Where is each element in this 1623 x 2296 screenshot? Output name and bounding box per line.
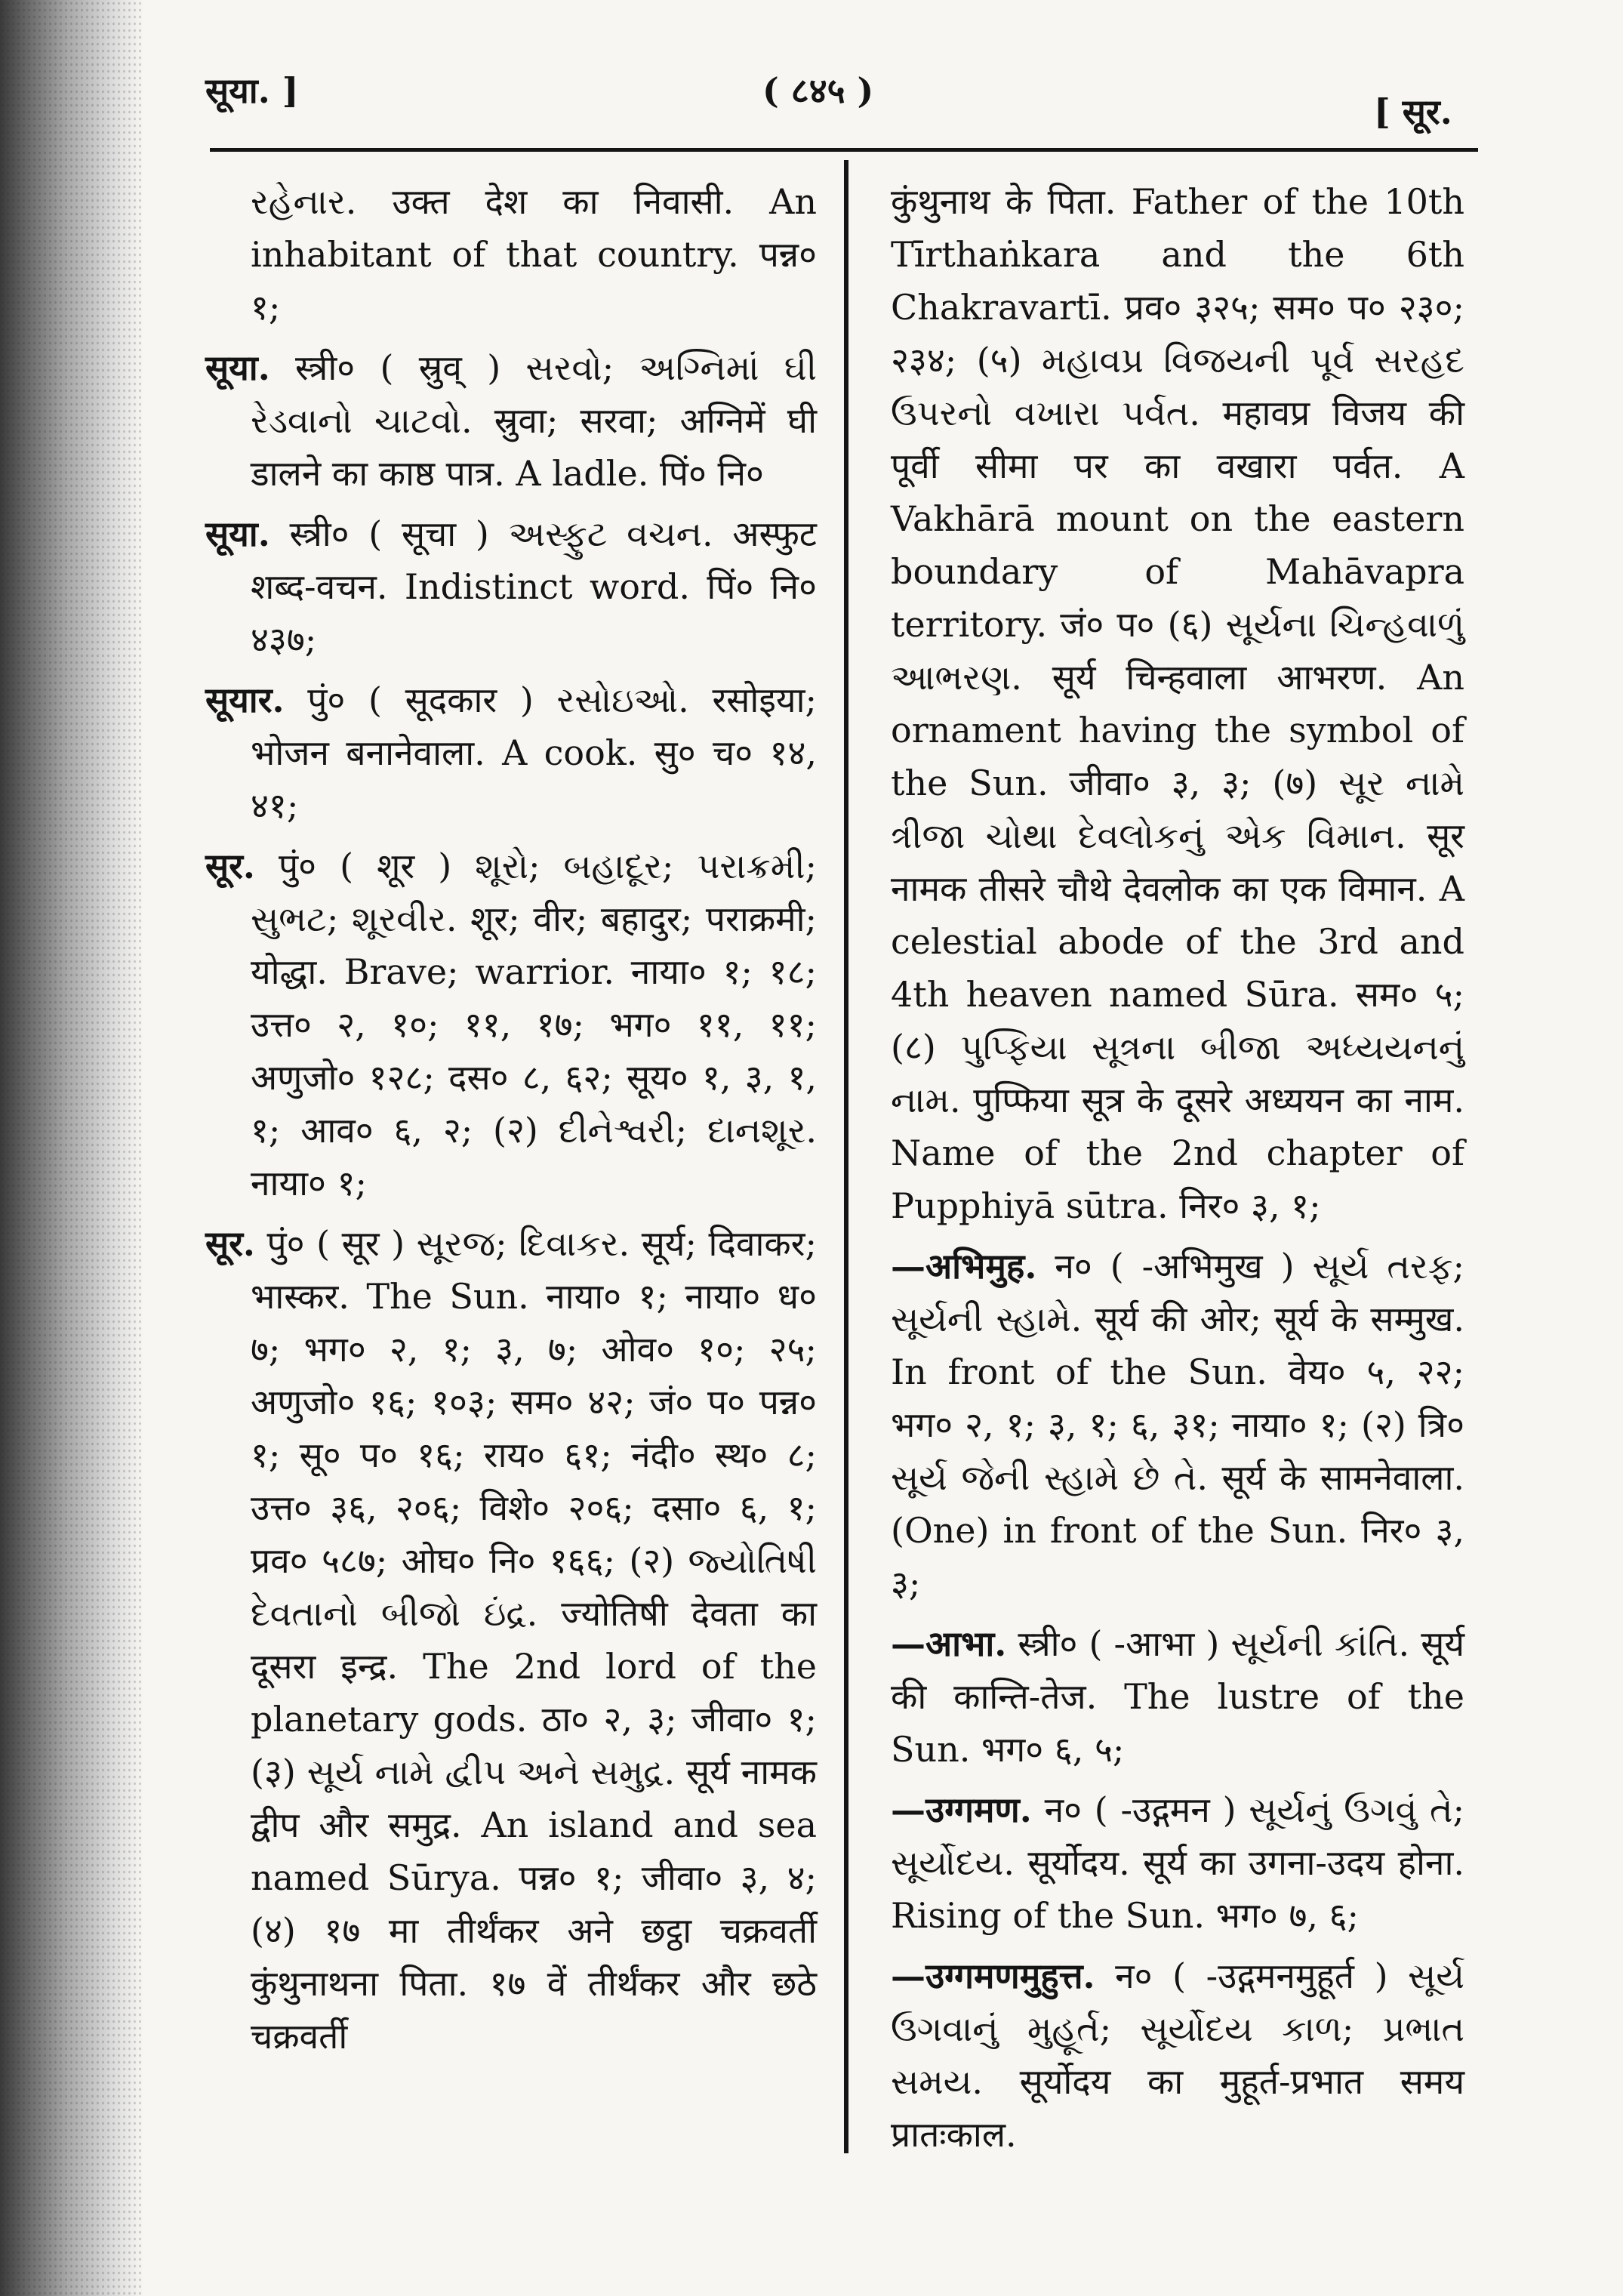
header-left-guideword: सूया. ] xyxy=(205,70,299,111)
entry-headword: सूया. xyxy=(205,513,270,554)
entry-headword: —अभिमुह. xyxy=(891,1246,1037,1287)
dictionary-entry xyxy=(891,1783,1464,1942)
entry-headword: —आभा. xyxy=(891,1623,1007,1664)
entry-text: स्त्री० ( -आभा ) સૂર્યની કાંતિ. सूर्य की कान्ति-तेज. The lustre of the Sun. भग० ६, ५; xyxy=(891,1623,1464,1770)
right-column xyxy=(891,175,1464,2168)
entry-headword: सूयार. xyxy=(205,680,285,720)
dictionary-entry xyxy=(205,840,817,1210)
dictionary-entry xyxy=(205,507,817,666)
page-header xyxy=(0,66,1623,134)
entry-headword: सूर. xyxy=(205,1223,255,1264)
header-right-guideword: [ सूर. xyxy=(1374,91,1452,132)
entry-headword: —उग्गमण. xyxy=(891,1789,1032,1830)
entry-headword: —उग्गमणमुहुत्त. xyxy=(891,1955,1095,1996)
header-rule xyxy=(210,148,1478,152)
dictionary-entry xyxy=(891,1949,1464,2161)
dictionary-entry xyxy=(205,341,817,500)
entry-text: न० ( -अभिमुख ) સૂર્ય તરફ; સૂર્યની સ્હામે. सूर्य की ओर; सूर्य के सम्मुख. In front of the Sun. वेय० ५, २२; भग० २, १; ३, १; ६, ३१; नाया० १; (२) त्रि० સૂર્ય જેની સ્હામે છે તે. सूर्य के सामनेवाला. (One) in front of the Sun. निर० ३, ३; xyxy=(891,1246,1464,1604)
page-number: ( ८४५ ) xyxy=(762,70,874,111)
entry-headword: सूर. xyxy=(205,846,255,886)
left-column xyxy=(205,175,817,2070)
dictionary-entry xyxy=(891,175,1464,1232)
entry-text: पुं० ( शूर ) શૂરો; બહાદૂર; પરાક્રમી; સુભટ; શૂરવીર. शूर; वीर; बहादुर; पराक्रमी; योद्धा. Brave; warrior. नाया० १; १८; उत्त० २, १०; ११, १७; भग० ११, ११; अणुजो० १२८; दस० ८, ६२; सूय० १, ३, १, १; आव० ६, २; (२) દીનેશ્વરી; દાનશૂર. नाया० १; xyxy=(251,846,817,1203)
entry-text: न० ( -उद्गमन ) સૂર્યનું ઉગવું તે; સૂર્યોદય. सूर्योदय. सूर्य का उगना-उदय होना. Rising of the Sun. भग० ७, ६; xyxy=(891,1789,1464,1936)
entry-text: पुं० ( सूर ) સૂરજ; દિવાકર. सूर्य; दिवाकर; भास्कर. The Sun. नाया० १; नाया० ध० ७; भग० २, १; ३, ७; ओव० १०; २५; अणुजो० १६; १०३; सम० ४२; जं० प० पन्न० १; सू० प० १६; राय० ६१; नंदी० स्थ० ८; उत्त० ३६, २०६; विशे० २०६; दसा० ६, १; प्रव० ५८७; ओघ० नि० १६६; (२) જ્યોતિષી દેવતાનો બીજો ઇંદ્ર. ज्योतिषी देवता का दूसरा इन्द्र. The 2nd lord of the planetary gods. ठा० २, ३; जीवा० १; (३) સૂર્ય નામે દ્વીપ અને સમુદ્ર. सूर्य नामक द्वीप और समुद्र. An island and sea named Sūrya. पन्न० १; जीवा० ३, ४; (४) १७ मा तीर्थंकर अने छट्ठा चक्रवर्ती कुंथुनाथना पिता. १७ वें तीर्थंकर और छठे चक्रवर्ती xyxy=(251,1223,817,2057)
dictionary-entry xyxy=(205,175,817,334)
entry-text: कुंथुनाथ के पिता. Father of the 10th Tīrthaṅkara and the 6th Chakravartī. प्रव० ३२५; सम० प० २३०; २३४; (५) મહાવપ્ર વિજયની પૂર્વ સરહદ ઉપરનો વખારા પર્વત. महावप्र विजय की पूर्वी सीमा पर का वखारा पर्वत. A Vakhārā mount on the eastern boundary of Mahāvapra territory. जं० प० (६) સૂર્યના ચિન્હવાળું આભરણ. सूर्य चिन्हवाला आभरण. An ornament having the symbol of the Sun. जीवा० ३, ३; (७) સૂર નામે ત્રીજા ચોથા દેવલોકનું એક વિમાન. सूर नामक तीसरे चौथे देवलोक का एक विमान. A celestial abode of the 3rd and 4th heaven named Sūra. सम० ५; (८) પુપ્ફિયા સૂત્રના બીજા અધ્યયનનું નામ. पुप्फिया सूत्र के दूसरे अध्ययन का नाम. Name of the 2nd chapter of Pupphiyā sūtra. निर० ३, १; xyxy=(891,181,1464,1226)
dictionary-entry xyxy=(205,1217,817,2063)
scan-noise xyxy=(0,0,143,2296)
entry-text: न० ( -उद्गमनमुहूर्त ) સૂર્ય ઉગવાનું મુહૂર્ત; સૂર્યોદય કાળ; પ્રભાત સમય. सूर्योदय का मुहूर्त-प्रभात समय प्रातःकाल. xyxy=(891,1955,1464,2155)
entry-text: स्त्री० ( स्रुव् ) સરવો; અગ્નિમાં ઘી રેડવાનો ચાટવો. स्रुवा; सरवा; अग्निमें घी डालने का काष्ठ पात्र. A ladle. पिं० नि० xyxy=(251,347,817,494)
entry-text: રહેનાર. उक्त देश का निवासी. An inhabitant of that country. पन्न० १; xyxy=(251,181,817,328)
column-divider xyxy=(844,160,848,2153)
dictionary-entry xyxy=(891,1240,1464,1610)
dictionary-entry xyxy=(205,673,817,832)
dictionary-entry xyxy=(891,1617,1464,1776)
entry-text: पुं० ( सूदकार ) રસોઇઓ. रसोइया; भोजन बनानेवाला. A cook. सु० च० १४, ४१; xyxy=(251,680,817,826)
entry-headword: सूया. xyxy=(205,347,270,388)
entry-text: स्त्री० ( सूचा ) અસ્ફુટ વચન. अस्फुट शब्द-वचन. Indistinct word. पिं० नि० ४३७; xyxy=(251,513,817,660)
